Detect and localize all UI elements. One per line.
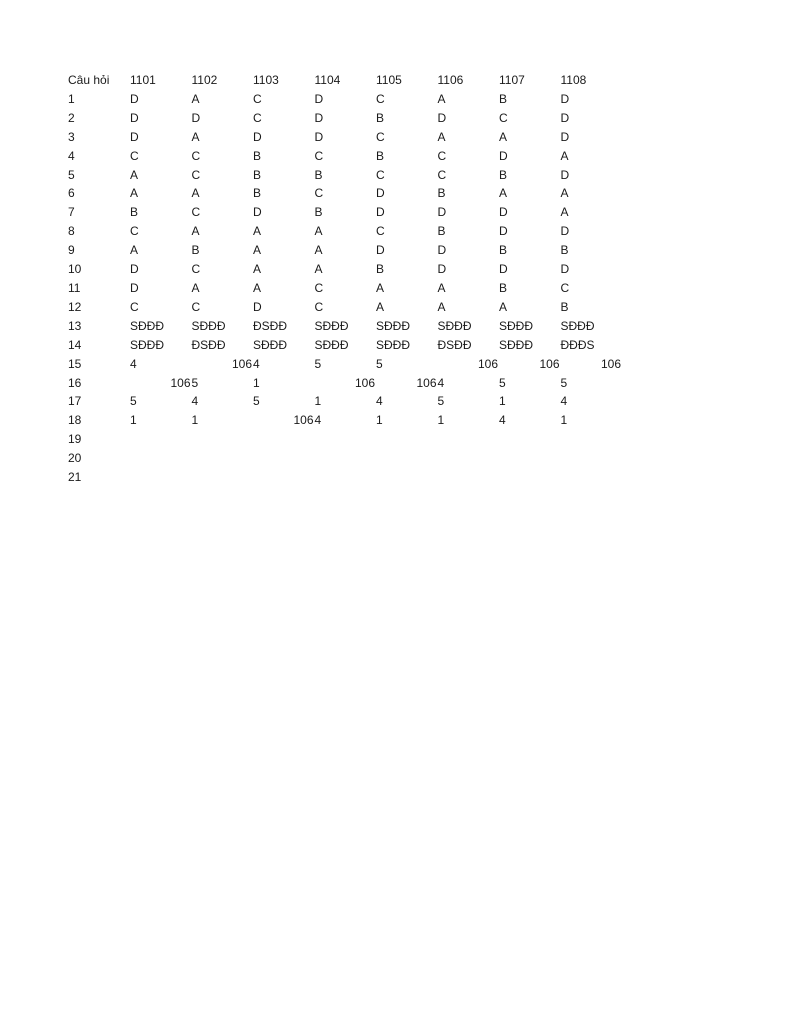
answer-cell: ĐSĐĐ bbox=[191, 337, 226, 352]
answer-cell: A bbox=[253, 243, 262, 258]
question-number-cell: 17 bbox=[68, 394, 82, 409]
answer-cell: 1 bbox=[376, 413, 383, 428]
answer-cell bbox=[130, 449, 192, 468]
answer-cell: B bbox=[253, 167, 262, 182]
answer-cell bbox=[192, 468, 254, 487]
answer-cell: 4 bbox=[376, 394, 383, 409]
answer-key-sheet bbox=[68, 71, 684, 487]
table-row bbox=[68, 203, 684, 222]
table-row bbox=[68, 166, 684, 185]
question-number-cell: 13 bbox=[68, 318, 82, 333]
answer-cell: 5 bbox=[191, 375, 199, 390]
answer-cell: A bbox=[314, 262, 323, 277]
answer-cell: 5 bbox=[499, 375, 506, 390]
question-number-cell: 18 bbox=[68, 413, 82, 428]
answer-cell: D bbox=[560, 262, 570, 277]
question-number-cell: 5 bbox=[68, 167, 75, 182]
answer-cell: B bbox=[560, 243, 569, 258]
answer-cell bbox=[622, 411, 684, 430]
answer-cell: D bbox=[499, 224, 508, 239]
answer-cell bbox=[622, 184, 684, 203]
answer-cell: D bbox=[314, 129, 324, 144]
answer-cell: 4 bbox=[253, 356, 260, 371]
answer-cell: SĐĐĐ bbox=[376, 337, 411, 352]
answer-cell: B bbox=[130, 205, 139, 220]
question-number-cell: 20 bbox=[68, 451, 82, 466]
table-row bbox=[68, 298, 684, 317]
answer-cell: C bbox=[253, 110, 262, 125]
answer-cell: 4 bbox=[560, 394, 568, 409]
answer-cell bbox=[622, 298, 684, 317]
answer-cell bbox=[561, 430, 623, 449]
answer-cell bbox=[130, 468, 192, 487]
answer-cell: SĐĐĐ bbox=[560, 318, 595, 333]
answer-cell: A bbox=[253, 224, 262, 239]
question-number-cell: 8 bbox=[68, 224, 75, 239]
table-row bbox=[68, 241, 684, 260]
answer-cell: A bbox=[191, 186, 200, 201]
answer-cell: C bbox=[376, 167, 385, 182]
answer-cell: B bbox=[499, 91, 508, 106]
answer-cell: C bbox=[191, 167, 201, 182]
answer-cell: 5 bbox=[437, 394, 445, 409]
answer-cell: C bbox=[314, 148, 324, 163]
answer-cell: 4 bbox=[191, 394, 199, 409]
answer-cell: 4 bbox=[437, 375, 445, 390]
answer-cell: D bbox=[191, 110, 201, 125]
exam-code-header bbox=[622, 71, 684, 90]
answer-cell: A bbox=[560, 186, 569, 201]
answer-cell: A bbox=[130, 167, 139, 182]
answer-cell: 106 bbox=[477, 356, 498, 371]
answer-cell bbox=[622, 147, 684, 166]
question-number-cell: 14 bbox=[68, 337, 82, 352]
table-row bbox=[68, 392, 684, 411]
answer-cell: D bbox=[560, 110, 570, 125]
answer-cell: C bbox=[499, 110, 508, 125]
answer-cell bbox=[622, 449, 684, 468]
table-row bbox=[68, 279, 684, 298]
table-row bbox=[68, 184, 684, 203]
answer-cell: C bbox=[314, 186, 324, 201]
answer-cell: D bbox=[560, 129, 570, 144]
answer-cell: A bbox=[499, 299, 508, 314]
answer-cell: A bbox=[499, 129, 508, 144]
answer-cell: SĐĐĐ bbox=[191, 318, 226, 333]
exam-code-header: 1106 bbox=[437, 73, 464, 87]
answer-cell: A bbox=[191, 91, 200, 106]
answer-cell: C bbox=[376, 224, 385, 239]
answer-cell: 1 bbox=[499, 394, 506, 409]
answer-rows bbox=[68, 90, 684, 487]
answer-cell: B bbox=[437, 186, 446, 201]
question-column-header: Câu hỏi bbox=[68, 73, 110, 87]
answer-cell: D bbox=[437, 262, 447, 277]
answer-cell: ĐĐĐS bbox=[560, 337, 595, 352]
question-number-cell: 16 bbox=[68, 375, 82, 390]
answer-cell: 106 bbox=[231, 356, 252, 371]
answer-cell: D bbox=[253, 299, 262, 314]
answer-cell: ĐSĐĐ bbox=[253, 318, 288, 333]
answer-cell: D bbox=[499, 205, 508, 220]
table-row bbox=[68, 128, 684, 147]
question-number-cell: 9 bbox=[68, 243, 75, 258]
answer-cell: A bbox=[560, 148, 569, 163]
answer-cell: A bbox=[437, 129, 446, 144]
exam-code-header: 1108 bbox=[560, 73, 587, 87]
answer-cell bbox=[622, 128, 684, 147]
answer-cell: 5 bbox=[314, 356, 322, 371]
table-row bbox=[68, 109, 684, 128]
answer-cell: SĐĐĐ bbox=[130, 337, 165, 352]
answer-cell: 106 bbox=[293, 413, 314, 428]
answer-cell: C bbox=[191, 262, 201, 277]
answer-cell: 1 bbox=[191, 413, 199, 428]
answer-cell: D bbox=[253, 205, 262, 220]
answer-cell: B bbox=[376, 148, 385, 163]
answer-cell: A bbox=[314, 224, 323, 239]
answer-cell: A bbox=[191, 224, 200, 239]
answer-cell: A bbox=[376, 280, 385, 295]
answer-cell: B bbox=[376, 110, 385, 125]
answer-cell: B bbox=[560, 299, 569, 314]
answer-cell: SĐĐĐ bbox=[314, 337, 349, 352]
answer-cell: C bbox=[376, 91, 385, 106]
question-number-cell: 11 bbox=[68, 280, 81, 295]
table-row bbox=[68, 411, 684, 430]
answer-cell: 5 bbox=[560, 375, 568, 390]
answer-cell: SĐĐĐ bbox=[499, 318, 534, 333]
answer-cell bbox=[315, 430, 377, 449]
answer-cell: 106 bbox=[600, 356, 621, 371]
answer-cell: A bbox=[314, 243, 323, 258]
answer-cell: 1 bbox=[253, 375, 260, 390]
answer-cell: D bbox=[376, 186, 385, 201]
question-number-cell: 4 bbox=[68, 148, 75, 163]
answer-cell bbox=[622, 336, 684, 355]
answer-cell: B bbox=[253, 148, 262, 163]
answer-cell: C bbox=[314, 299, 324, 314]
answer-cell: 106 bbox=[170, 375, 191, 390]
answer-cell bbox=[622, 260, 684, 279]
answer-cell bbox=[622, 317, 684, 336]
answer-cell: C bbox=[314, 280, 324, 295]
answer-cell bbox=[376, 449, 438, 468]
answer-cell: 1 bbox=[437, 413, 445, 428]
answer-cell: 4 bbox=[314, 413, 322, 428]
question-number-cell: 2 bbox=[68, 110, 75, 125]
answer-cell bbox=[622, 468, 684, 487]
answer-cell bbox=[622, 109, 684, 128]
answer-cell: SĐĐĐ bbox=[376, 318, 411, 333]
answer-cell: D bbox=[130, 262, 139, 277]
answer-cell: D bbox=[560, 167, 570, 182]
table-row bbox=[68, 222, 684, 241]
exam-code-header: 1104 bbox=[314, 73, 341, 87]
answer-cell bbox=[192, 430, 254, 449]
answer-cell: SĐĐĐ bbox=[499, 337, 534, 352]
question-number-cell: 19 bbox=[68, 432, 82, 447]
answer-cell: C bbox=[191, 148, 201, 163]
answer-cell: A bbox=[191, 280, 200, 295]
answer-cell bbox=[622, 241, 684, 260]
answer-cell bbox=[622, 374, 684, 393]
answer-cell: C bbox=[437, 167, 447, 182]
answer-cell: A bbox=[191, 129, 200, 144]
answer-cell: C bbox=[130, 224, 139, 239]
answer-key-table bbox=[68, 71, 684, 487]
answer-cell: 5 bbox=[253, 394, 260, 409]
answer-cell bbox=[438, 430, 500, 449]
table-row bbox=[68, 147, 684, 166]
answer-cell bbox=[253, 430, 315, 449]
answer-cell bbox=[499, 449, 561, 468]
answer-cell bbox=[622, 355, 684, 374]
answer-cell: C bbox=[191, 299, 201, 314]
answer-cell: A bbox=[437, 91, 446, 106]
answer-cell: C bbox=[130, 148, 139, 163]
answer-cell bbox=[622, 203, 684, 222]
answer-cell bbox=[622, 392, 684, 411]
answer-cell: D bbox=[437, 110, 447, 125]
answer-cell: SĐĐĐ bbox=[437, 318, 472, 333]
table-row bbox=[68, 90, 684, 109]
table-row bbox=[68, 355, 684, 374]
table-row bbox=[68, 336, 684, 355]
answer-cell: SĐĐĐ bbox=[253, 337, 288, 352]
answer-cell: SĐĐĐ bbox=[130, 318, 165, 333]
answer-cell: C bbox=[130, 299, 139, 314]
answer-cell: B bbox=[376, 262, 385, 277]
answer-cell bbox=[561, 449, 623, 468]
answer-cell: A bbox=[376, 299, 385, 314]
answer-cell: A bbox=[437, 299, 446, 314]
question-number-cell: 1 bbox=[68, 91, 75, 106]
question-number-cell: 15 bbox=[68, 356, 82, 371]
answer-cell bbox=[376, 468, 438, 487]
answer-cell: D bbox=[376, 205, 385, 220]
answer-cell: B bbox=[191, 243, 200, 258]
question-number-cell: 10 bbox=[68, 262, 82, 277]
answer-cell: B bbox=[499, 243, 508, 258]
answer-cell: C bbox=[437, 148, 447, 163]
answer-cell bbox=[315, 468, 377, 487]
answer-cell: D bbox=[560, 91, 570, 106]
answer-cell: 106 bbox=[354, 375, 375, 390]
answer-cell: A bbox=[130, 186, 139, 201]
answer-cell: D bbox=[130, 129, 139, 144]
answer-cell: C bbox=[376, 129, 385, 144]
question-number-cell: 21 bbox=[68, 470, 82, 485]
answer-cell: A bbox=[253, 280, 262, 295]
exam-code-header: 1105 bbox=[376, 73, 402, 87]
answer-cell: D bbox=[314, 110, 324, 125]
answer-cell: C bbox=[191, 205, 201, 220]
answer-cell: 1 bbox=[314, 394, 322, 409]
answer-cell: D bbox=[437, 243, 447, 258]
answer-cell: B bbox=[314, 167, 323, 182]
answer-cell bbox=[253, 449, 315, 468]
exam-code-header: 1103 bbox=[253, 73, 279, 87]
answer-cell bbox=[622, 166, 684, 185]
answer-cell bbox=[130, 430, 192, 449]
answer-cell bbox=[438, 449, 500, 468]
answer-cell: D bbox=[253, 129, 262, 144]
answer-cell: SĐĐĐ bbox=[314, 318, 349, 333]
answer-cell: B bbox=[253, 186, 262, 201]
answer-cell: B bbox=[437, 224, 446, 239]
answer-cell bbox=[438, 468, 500, 487]
table-row bbox=[68, 317, 684, 336]
answer-cell: 1 bbox=[130, 413, 137, 428]
exam-code-header: 1101 bbox=[130, 73, 156, 87]
table-row bbox=[68, 260, 684, 279]
answer-cell: 4 bbox=[499, 413, 506, 428]
answer-cell: D bbox=[314, 91, 324, 106]
exam-code-header: 1107 bbox=[499, 73, 525, 87]
answer-cell: D bbox=[560, 224, 570, 239]
table-row bbox=[68, 430, 684, 449]
answer-cell: 1 bbox=[560, 413, 568, 428]
question-number-cell: 12 bbox=[68, 299, 82, 314]
answer-cell: ĐSĐĐ bbox=[437, 337, 472, 352]
answer-cell: 5 bbox=[130, 394, 137, 409]
answer-cell: A bbox=[130, 243, 139, 258]
answer-cell bbox=[622, 90, 684, 109]
table-row bbox=[68, 449, 684, 468]
answer-cell: 5 bbox=[376, 356, 383, 371]
answer-cell: 106 bbox=[539, 356, 560, 371]
answer-cell bbox=[499, 430, 561, 449]
answer-cell: A bbox=[253, 262, 262, 277]
answer-cell: C bbox=[560, 280, 570, 295]
answer-cell: B bbox=[499, 167, 508, 182]
question-number-cell: 6 bbox=[68, 186, 75, 201]
answer-cell: D bbox=[437, 205, 447, 220]
answer-cell bbox=[622, 430, 684, 449]
answer-cell bbox=[622, 279, 684, 298]
answer-cell: D bbox=[130, 280, 139, 295]
header-row bbox=[68, 71, 684, 90]
answer-cell bbox=[253, 468, 315, 487]
table-row bbox=[68, 374, 684, 393]
answer-cell: D bbox=[499, 262, 508, 277]
answer-cell: 4 bbox=[130, 356, 137, 371]
answer-cell bbox=[315, 449, 377, 468]
answer-cell: B bbox=[314, 205, 323, 220]
answer-cell: C bbox=[253, 91, 262, 106]
question-number-cell: 3 bbox=[68, 129, 75, 144]
answer-cell: D bbox=[130, 91, 139, 106]
answer-cell: A bbox=[560, 205, 569, 220]
answer-cell: A bbox=[499, 186, 508, 201]
answer-cell: A bbox=[437, 280, 446, 295]
answer-cell bbox=[622, 222, 684, 241]
answer-cell bbox=[499, 468, 561, 487]
answer-cell bbox=[561, 468, 623, 487]
table-row bbox=[68, 468, 684, 487]
exam-code-header: 1102 bbox=[191, 73, 218, 87]
question-number-cell: 7 bbox=[68, 205, 75, 220]
answer-cell: D bbox=[376, 243, 385, 258]
answer-cell bbox=[192, 449, 254, 468]
answer-cell: 106 bbox=[416, 375, 437, 390]
answer-cell: D bbox=[499, 148, 508, 163]
answer-cell: D bbox=[130, 110, 139, 125]
answer-cell: B bbox=[499, 280, 508, 295]
answer-cell bbox=[376, 430, 438, 449]
